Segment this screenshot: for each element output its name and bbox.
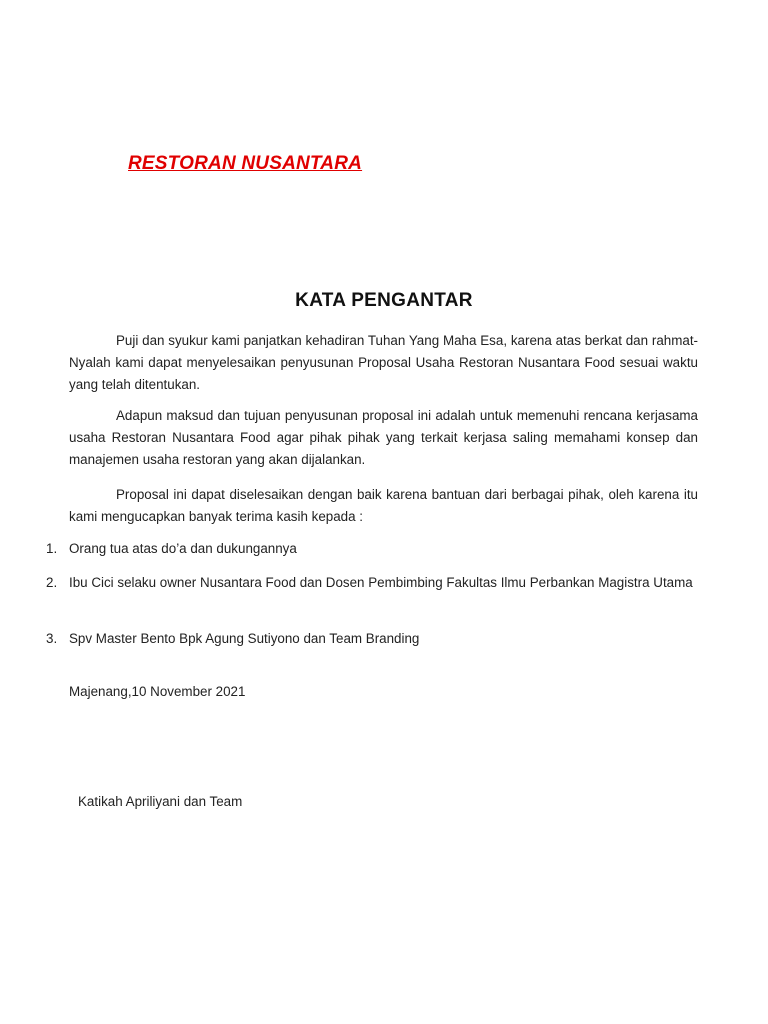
- list-number: 3.: [46, 631, 58, 646]
- list-text: Spv Master Bento Bpk Agung Sutiyono dan Team Branding: [69, 631, 420, 646]
- list-text: Ibu Cici selaku owner Nusantara Food dan Dosen Pembimbing Fakultas Ilmu Perbankan Magistra Utama: [69, 575, 693, 590]
- place-date: Majenang,10 November 2021: [69, 684, 246, 699]
- list-item: [46, 538, 698, 560]
- list-number: 1.: [46, 541, 58, 556]
- list-item: [46, 572, 698, 594]
- signature-name: Katikah Apriliyani dan Team: [78, 794, 243, 809]
- brand-title: RESTORAN NUSANTARA: [128, 153, 363, 174]
- paragraph-purpose: Adapun maksud dan tujuan penyusunan proposal ini adalah untuk memenuhi rencana kerjasama usaha Restoran Nusantara Food agar pihak pihak yang terkait kerjasa saling memahami konsep dan manajemen usaha restoran yang akan dijalankan.: [69, 408, 698, 467]
- list-item: [46, 628, 698, 650]
- list-text: Orang tua atas do’a dan dukungannya: [69, 541, 297, 556]
- list-number: 2.: [46, 575, 58, 590]
- paragraph-intro: Puji dan syukur kami panjatkan kehadiran Tuhan Yang Maha Esa, karena atas berkat dan rahmat-Nyalah kami dapat menyelesaikan penyusunan Proposal Usaha Restoran Nusantara Food sesuai waktu yang telah ditentukan.: [69, 333, 698, 392]
- document-heading: KATA PENGANTAR: [295, 290, 473, 311]
- paragraph-thanks: Proposal ini dapat diselesaikan dengan baik karena bantuan dari berbagai pihak, oleh karena itu kami mengucapkan banyak terima kasih kepada :: [69, 487, 698, 524]
